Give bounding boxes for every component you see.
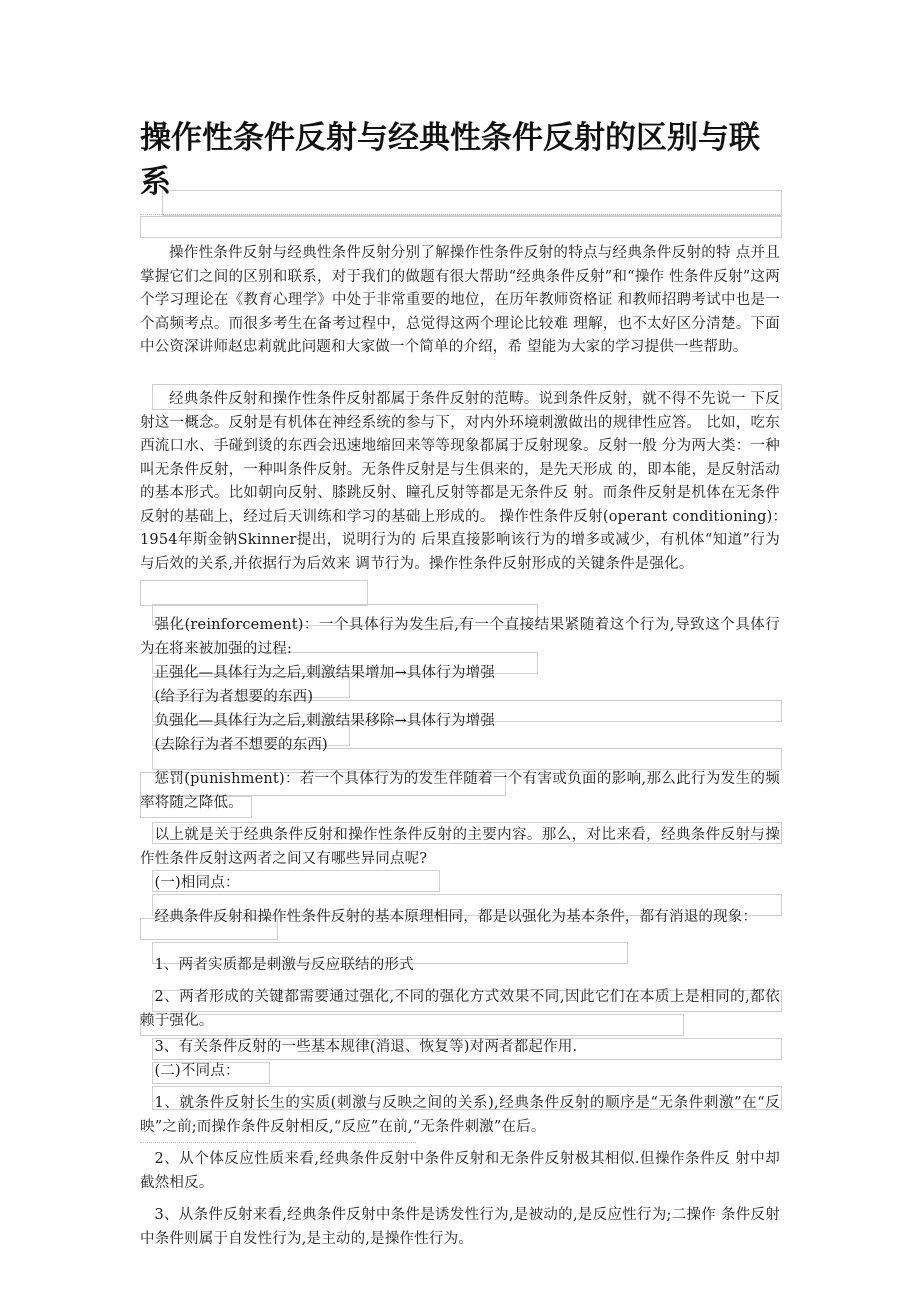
section-heading-differences: (二)不同点： — [154, 1063, 240, 1079]
paragraph-positive-note: (给予行为者想要的东西) — [154, 689, 314, 705]
paragraph-intro: 操作性条件反射与经典性条件反射分别了解操作性条件反射的特点与经典条件反射的特 点并且掌握它们之间的区别和联系，对于我们的做题有很大帮助“经典条件反射”和“操作 性条件反射”这两个学习理论在《教育心理学》中处于非常重要的地位，在历年教师资格证 和教师招聘考试中也是一个高频考点。而很多考生在备考过程中，总觉得这两个理论比较难 理解，也不太好区分清楚。下面中公资深讲师赵忠莉就此问题和大家做一个简单的介绍，希 望能为大家的学习提供一些帮助。 — [140, 245, 780, 355]
list-item-difference-3: 3、从条件反射来看,经典条件反射中条件是诱发性行为,是被动的,是反应性行为;二操作 条件反射中条件则属于自发性行为,是主动的,是操作性行为。 — [140, 1207, 780, 1247]
paragraph-reinforcement: 强化(reinforcement)：一个具体行为发生后,有一个直接结果紧随着这个行为,导致这个具体行为在将来被加强的过程: — [140, 617, 780, 657]
guide-box — [140, 216, 782, 238]
paragraph-negative-note: (去除行为者不想要的东西) — [154, 737, 328, 753]
list-item-similarity-2: 2、两者形成的关键都需要通过强化,不同的强化方式效果不同,因此它们在本质上是相同的,都依赖于强化。 — [140, 989, 780, 1029]
list-item-difference-2: 2、从个体反应性质来看,经典条件反射中条件反射和无条件反射极其相似.但操作条件反 射中却截然相反。 — [140, 1151, 780, 1191]
list-item-difference-1: 1、就条件反射长生的实质(刺激与反映之间的关系),经典条件反射的顺序是“无条件刺激”在“反映”之前;而操作条件反射相反,“反应”在前,“无条件刺激”在后。 — [140, 1095, 780, 1135]
section-heading-similarities: (一)相同点： — [154, 875, 240, 891]
paragraph-punishment: 惩罚(punishment)：若一个具体行为的发生伴随着一个有害或负面的影响,那么此行为发生的频率将随之降低。 — [140, 771, 780, 811]
document-title: 操作性条件反射与经典性条件反射的区别与联系 — [140, 120, 760, 200]
paragraph-reflex-concept: 经典条件反射和操作性条件反射都属于条件反射的范畴。说到条件反射，就不得不先说一 下反射这一概念。反射是有机体在神经系统的参与下，对内外环境刺激做出的规律性应答。 比如，吃东西流口水、手碰到烫的东西会迅速地缩回来等等现象都属于反射现象。反射一般 分为两大类：一种叫无条件反射，一种叫条件反射。无条件反射是与生俱来的，是先天形成 的，即本能，是反射活动的基本形式。比如朝向反射、膝跳反射、瞳孔反射等都是无条件反 射。而条件反射是机体在无条件反射的基础上，经过后天训练和学习的基础上形成的。 操作性条件反射(operant conditioning)： 1954年斯金钠Skinner提出，说明行为的 后果直接影响该行为的增多或减少，有机体“知道”行为与后效的关系,并依据行为后效来 调节行为。操作性条件反射形成的关键条件是强化。 — [140, 391, 795, 572]
list-item-similarity-1: 1、两者实质都是刺激与反应联结的形式 — [154, 957, 414, 973]
guide-line — [140, 1142, 416, 1143]
paragraph-positive-reinforcement: 正强化—具体行为之后,刺激结果增加→具体行为增强 — [154, 665, 496, 681]
paragraph-similarities: 经典条件反射和操作性条件反射的基本原理相同，都是以强化为基本条件，都有消退的现象： — [154, 909, 758, 925]
guide-box — [140, 580, 368, 606]
paragraph-negative-reinforcement: 负强化—具体行为之后,刺激结果移除→具体行为增强 — [154, 713, 496, 729]
paragraph-comparison-intro: 以上就是关于经典条件反射和操作性条件反射的主要内容。那么，对比来看，经典条件反射与操作性条件反射这两者之间又有哪些异同点呢? — [140, 827, 780, 867]
list-item-similarity-3: 3、有关条件反射的一些基本规律(消退、恢复等)对两者都起作用. — [154, 1039, 578, 1055]
guide-line — [140, 214, 780, 215]
